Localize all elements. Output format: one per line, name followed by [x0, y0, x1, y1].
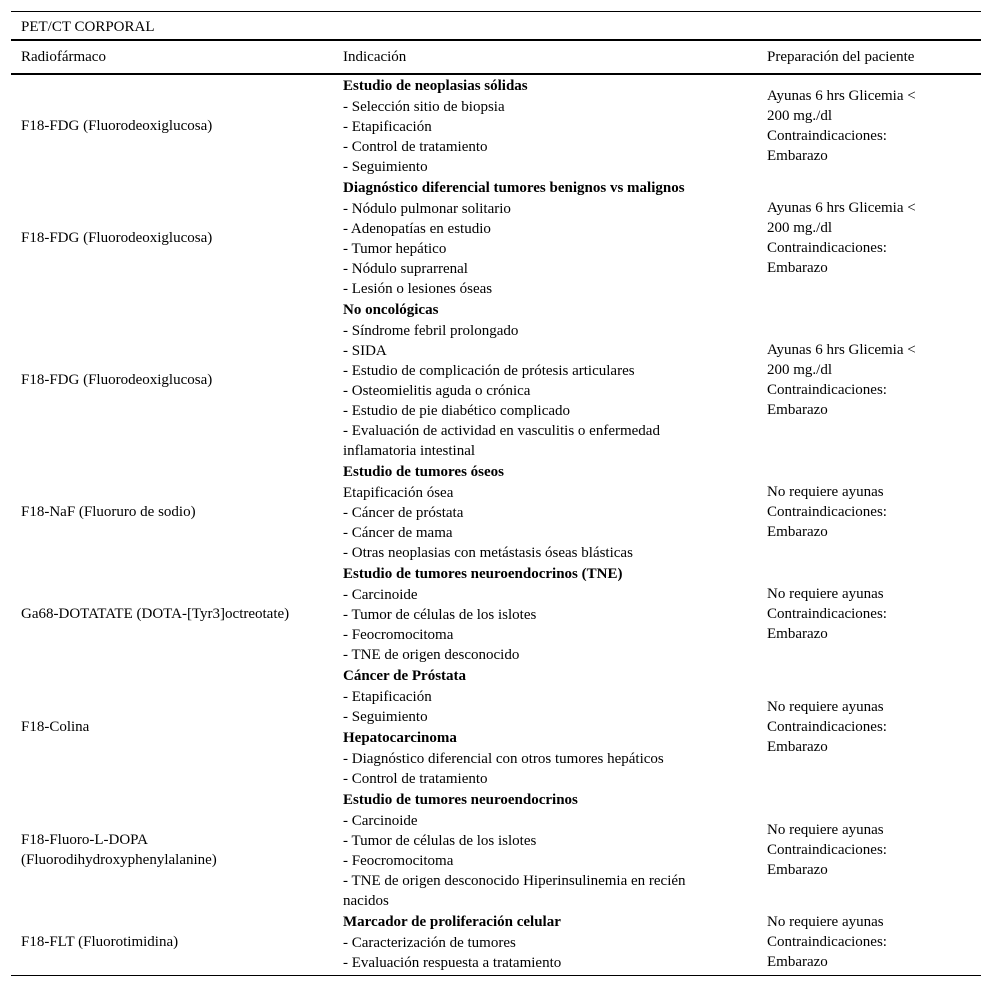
table-row: [11, 563, 981, 665]
indication-item: - Evaluación respuesta a tratamiento: [343, 955, 562, 971]
radiopharm-cell: F18-FDG (Fluorodeoxiglucosa): [21, 230, 213, 246]
indication-item: - Osteomielitis aguda o crónica: [343, 383, 531, 399]
indication-item: - TNE de origen desconocido: [343, 647, 520, 663]
indication-item: - Tumor de células de los islotes: [343, 607, 537, 623]
indication-item: - Diagnóstico diferencial con otros tumores hepáticos: [343, 751, 664, 767]
indication-item: - Tumor hepático: [343, 241, 447, 257]
indication-item: - Adenopatías en estudio: [343, 221, 491, 237]
radiopharm-cell: F18-FLT (Fluorotimidina): [21, 934, 179, 950]
preparation-line: Embarazo: [767, 954, 828, 970]
preparation-line: Embarazo: [767, 524, 828, 540]
indication-cell: [343, 911, 743, 973]
preparation-line: Contraindicaciones:: [767, 606, 887, 622]
preparation-line: Contraindicaciones:: [767, 504, 887, 520]
preparation-cell: [767, 584, 947, 644]
preparation-cell: [767, 86, 947, 166]
preparation-line: Contraindicaciones:: [767, 842, 887, 858]
indication-item: - Seguimiento: [343, 709, 428, 725]
indication-cell: [343, 461, 743, 563]
indication-item: - Tumor de células de los islotes: [343, 833, 537, 849]
preparation-line: Embarazo: [767, 148, 828, 164]
indication-item: - Nódulo pulmonar solitario: [343, 201, 511, 217]
indication-item: - Nódulo suprarrenal: [343, 261, 468, 277]
table-row: [11, 75, 981, 177]
indication-item: - Lesión o lesiones óseas: [343, 281, 493, 297]
preparation-cell: [767, 912, 947, 972]
indication-item: - Etapificación: [343, 689, 432, 705]
preparation-line: Ayunas 6 hrs Glicemia <: [767, 88, 916, 104]
radiopharm-cell: F18-Colina: [21, 719, 90, 735]
table-row: [11, 665, 981, 789]
preparation-line: 200 mg./dl: [767, 108, 833, 124]
radiopharm-cell: F18-FDG (Fluorodeoxiglucosa): [21, 118, 213, 134]
table-row: [11, 177, 981, 299]
indication-item: - Seguimiento: [343, 159, 428, 175]
table-title: PET/CT CORPORAL: [11, 11, 981, 41]
indication-item: - TNE de origen desconocido Hiperinsulinemia en recién: [343, 873, 686, 889]
table-row: [11, 461, 981, 563]
indication-cell: [343, 75, 743, 177]
indication-heading: Estudio de tumores neuroendocrinos (TNE): [343, 566, 623, 582]
radiopharm-cell: F18-Fluoro-L-DOPA (Fluorodihydroxyphenylalanine): [21, 832, 217, 868]
indication-item: - Selección sitio de biopsia: [343, 99, 505, 115]
radiopharm-cell: F18-FDG (Fluorodeoxiglucosa): [21, 372, 213, 388]
table-body: [11, 75, 981, 973]
indication-item: - Otras neoplasias con metástasis óseas blásticas: [343, 545, 633, 561]
indication-item: - Feocromocitoma: [343, 853, 454, 869]
indication-heading: Estudio de tumores neuroendocrinos: [343, 792, 578, 808]
preparation-cell: [767, 820, 947, 880]
indication-item: - Cáncer de mama: [343, 525, 453, 541]
preparation-line: Embarazo: [767, 626, 828, 642]
indication-item: - Evaluación de actividad en vasculitis o enfermedad: [343, 423, 660, 439]
indication-item: - Etapificación: [343, 119, 432, 135]
preparation-line: No requiere ayunas: [767, 484, 884, 500]
preparation-cell: [767, 697, 947, 757]
preparation-line: No requiere ayunas: [767, 586, 884, 602]
indication-item: Etapificación ósea: [343, 485, 454, 501]
indication-item: - Estudio de complicación de prótesis articulares: [343, 363, 635, 379]
indication-item: - Control de tratamiento: [343, 771, 488, 787]
indication-heading: Hepatocarcinoma: [343, 730, 457, 746]
indication-item: - Carcinoide: [343, 587, 418, 603]
preparation-line: Contraindicaciones:: [767, 719, 887, 735]
preparation-line: 200 mg./dl: [767, 220, 833, 236]
indication-cell: [343, 299, 743, 461]
table-row: [11, 789, 981, 911]
preparation-line: No requiere ayunas: [767, 699, 884, 715]
preparation-line: Ayunas 6 hrs Glicemia <: [767, 342, 916, 358]
indication-heading: Estudio de neoplasias sólidas: [343, 78, 528, 94]
header-indication-col: Preparación del paciente: [767, 49, 915, 65]
indication-item: inflamatoria intestinal: [343, 443, 476, 459]
indication-cell: [343, 563, 743, 665]
preparation-line: Embarazo: [767, 260, 828, 276]
preparation-line: Embarazo: [767, 402, 828, 418]
preparation-line: 200 mg./dl: [767, 362, 833, 378]
preparation-line: Contraindicaciones:: [767, 240, 887, 256]
preparation-line: Contraindicaciones:: [767, 934, 887, 950]
indication-heading: Estudio de tumores óseos: [343, 464, 504, 480]
preparation-line: Contraindicaciones:: [767, 128, 887, 144]
indication-cell: [343, 665, 743, 789]
indication-item: - Síndrome febril prolongado: [343, 323, 519, 339]
indication-item: nacidos: [343, 893, 389, 909]
indication-heading: No oncológicas: [343, 302, 439, 318]
indication-cell: [343, 177, 743, 299]
preparation-cell: [767, 482, 947, 542]
radiopharm-cell: F18-NaF (Fluoruro de sodio): [21, 504, 196, 520]
preparation-line: Embarazo: [767, 739, 828, 755]
preparation-line: No requiere ayunas: [767, 914, 884, 930]
header-indication: Indicación: [343, 49, 407, 65]
preparation-cell: [767, 198, 947, 278]
table-row: [11, 911, 981, 973]
indication-item: - Estudio de pie diabético complicado: [343, 403, 571, 419]
indication-heading: Cáncer de Próstata: [343, 668, 467, 684]
indication-cell: [343, 789, 743, 911]
header-radiopharm: Radiofármaco: [21, 49, 106, 65]
indication-item: - Caracterización de tumores: [343, 935, 516, 951]
preparation-line: Embarazo: [767, 862, 828, 878]
indication-heading: Diagnóstico diferencial tumores benignos vs malignos: [343, 180, 685, 196]
preparation-line: Contraindicaciones:: [767, 382, 887, 398]
indication-item: - Feocromocitoma: [343, 627, 454, 643]
indication-heading: Marcador de proliferación celular: [343, 914, 561, 930]
table-bottom-rule: [11, 975, 981, 976]
preparation-cell: [767, 340, 947, 420]
pet-ct-table: [11, 11, 981, 976]
header-row: [11, 41, 981, 75]
preparation-line: Ayunas 6 hrs Glicemia <: [767, 200, 916, 216]
radiopharm-cell: Ga68-DOTATATE (DOTA-[Tyr3]octreotate): [21, 606, 290, 622]
table-row: [11, 299, 981, 461]
indication-item: - Control de tratamiento: [343, 139, 488, 155]
preparation-line: No requiere ayunas: [767, 822, 884, 838]
indication-item: - Cáncer de próstata: [343, 505, 464, 521]
indication-item: - Carcinoide: [343, 813, 418, 829]
indication-item: - SIDA: [343, 343, 387, 359]
